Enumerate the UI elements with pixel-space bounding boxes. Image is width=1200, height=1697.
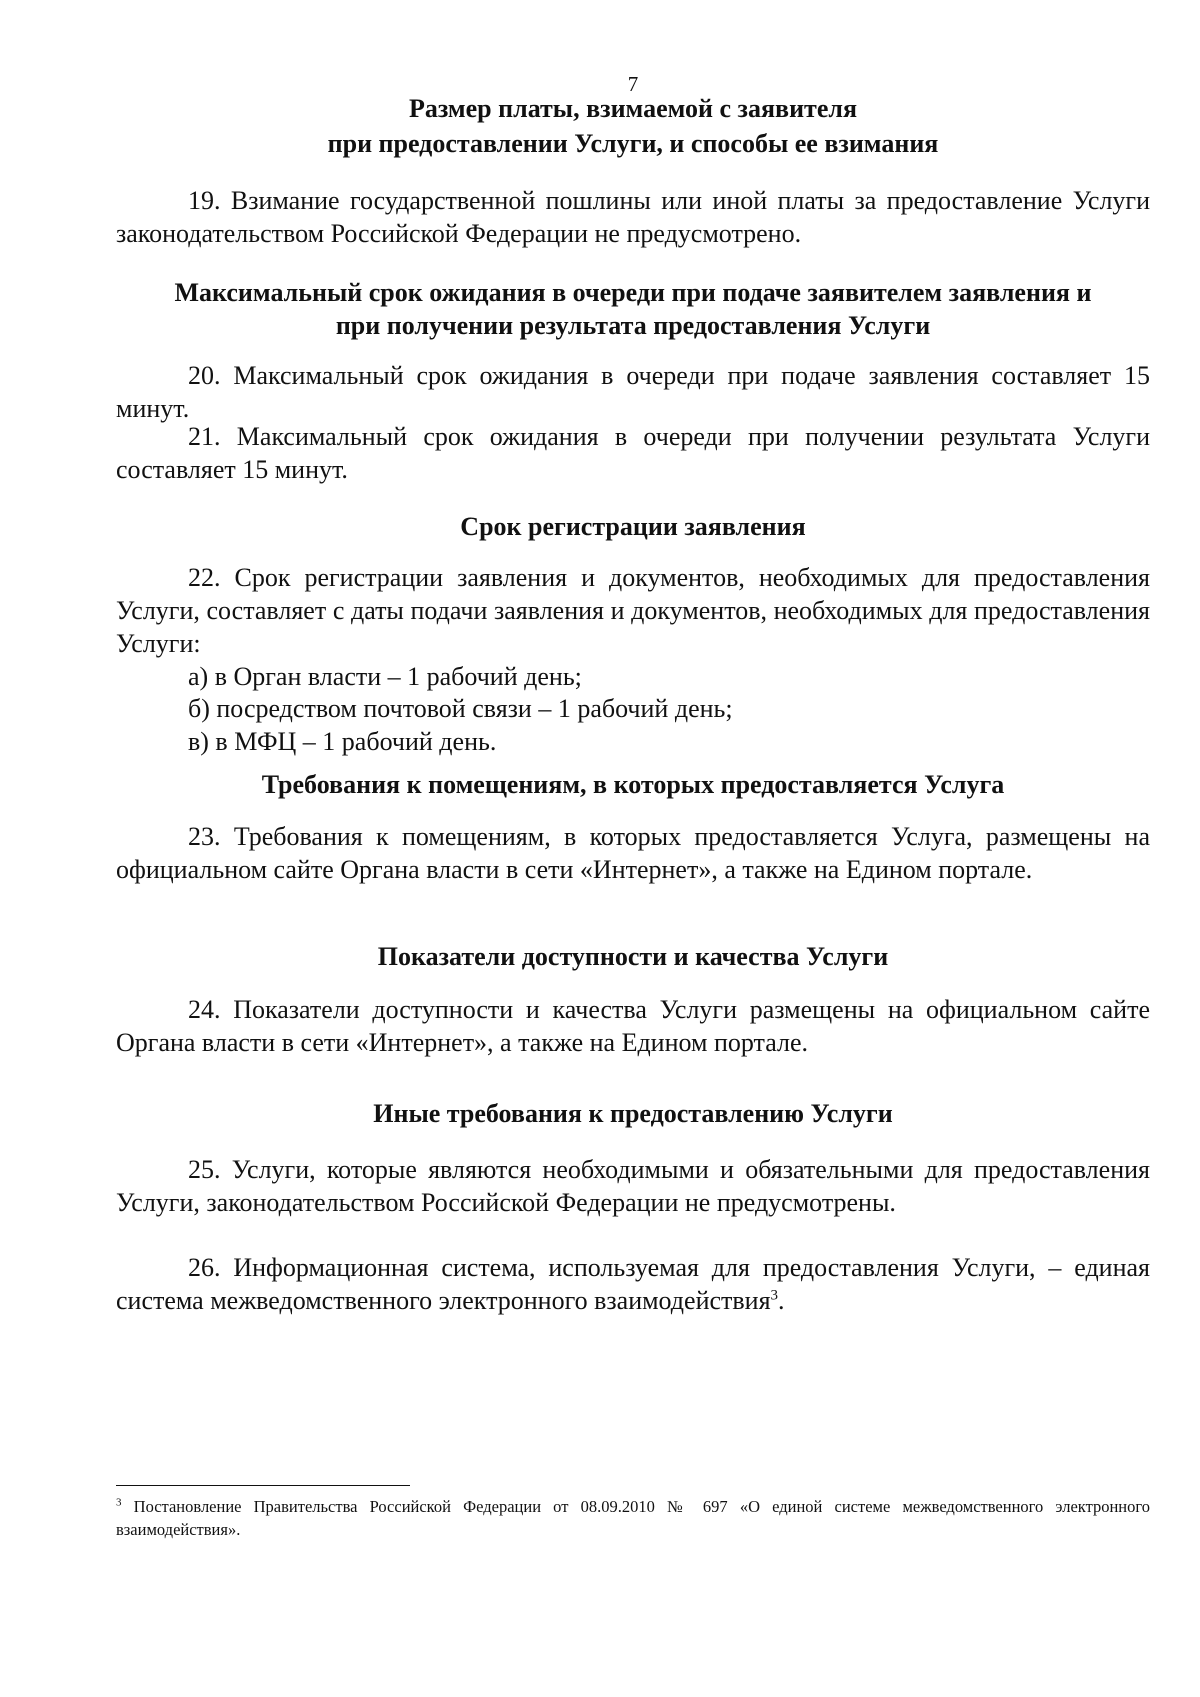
paragraph-24: 24. Показатели доступности и качества Услуги размещены на официальном сайте Органа власти в сети «Интернет», а также на Едином портале. bbox=[116, 995, 1150, 1057]
paragraph-26-end: . bbox=[778, 1286, 785, 1315]
footnote-reference[interactable]: 3 bbox=[770, 1287, 779, 1304]
paragraph-26-text: 26. Информационная система, используемая для предоставления Услуги, – единая система межведомственного электронного взаимодействия bbox=[116, 1253, 1150, 1315]
footnote bbox=[116, 1495, 1150, 1541]
list-item-a: а) в Орган власти – 1 рабочий день; bbox=[188, 662, 582, 691]
list-item-b: б) посредством почтовой связи – 1 рабочий день; bbox=[188, 694, 733, 723]
premises-heading: Требования к помещениям, в которых предоставляется Услуга bbox=[261, 770, 1005, 799]
paragraph-25: 25. Услуги, которые являются необходимыми и обязательными для предоставления Услуги, законодательством Российской Федерации не предусмотрены. bbox=[116, 1155, 1150, 1217]
page-number: 7 bbox=[627, 72, 639, 96]
queue-heading-line2: при получении результата предоставления Услуги bbox=[335, 311, 931, 340]
paragraph-26 bbox=[116, 1251, 1150, 1317]
fee-heading-line1: Размер платы, взимаемой с заявителя bbox=[408, 94, 858, 123]
quality-heading: Показатели доступности и качества Услуги bbox=[377, 942, 889, 971]
paragraph-19: 19. Взимание государственной пошлины или иной платы за предоставление Услуги законодательством Российской Федерации не предусмотрено. bbox=[116, 186, 1150, 248]
queue-heading-line1: Максимальный срок ожидания в очереди при подаче заявителем заявления и bbox=[174, 278, 1092, 307]
footnote-marker: 3 bbox=[116, 1496, 122, 1509]
other-heading: Иные требования к предоставлению Услуги bbox=[373, 1099, 893, 1128]
paragraph-20: 20. Максимальный срок ожидания в очереди при подаче заявления составляет 15 минут. bbox=[116, 361, 1150, 423]
paragraph-22: 22. Срок регистрации заявления и документов, необходимых для предоставления Услуги, составляет с даты подачи заявления и документов, необходимых для предоставления Услуги: bbox=[116, 563, 1150, 658]
paragraph-21: 21. Максимальный срок ожидания в очереди при получении результата Услуги составляет 15 минут. bbox=[116, 422, 1150, 484]
footnote-divider bbox=[116, 1485, 410, 1486]
footnote-text: Постановление Правительства Российской Федерации от 08.09.2010 № 697 «О единой системе межведомственного электронного взаимодействия». bbox=[116, 1497, 1150, 1539]
paragraph-23: 23. Требования к помещениям, в которых предоставляется Услуга, размещены на официальном сайте Органа власти в сети «Интернет», а также на Едином портале. bbox=[116, 822, 1150, 884]
fee-heading-line2: при предоставлении Услуги, и способы ее взимания bbox=[327, 129, 939, 158]
registration-heading: Срок регистрации заявления bbox=[460, 512, 806, 541]
list-item-c: в) в МФЦ – 1 рабочий день. bbox=[188, 727, 497, 756]
